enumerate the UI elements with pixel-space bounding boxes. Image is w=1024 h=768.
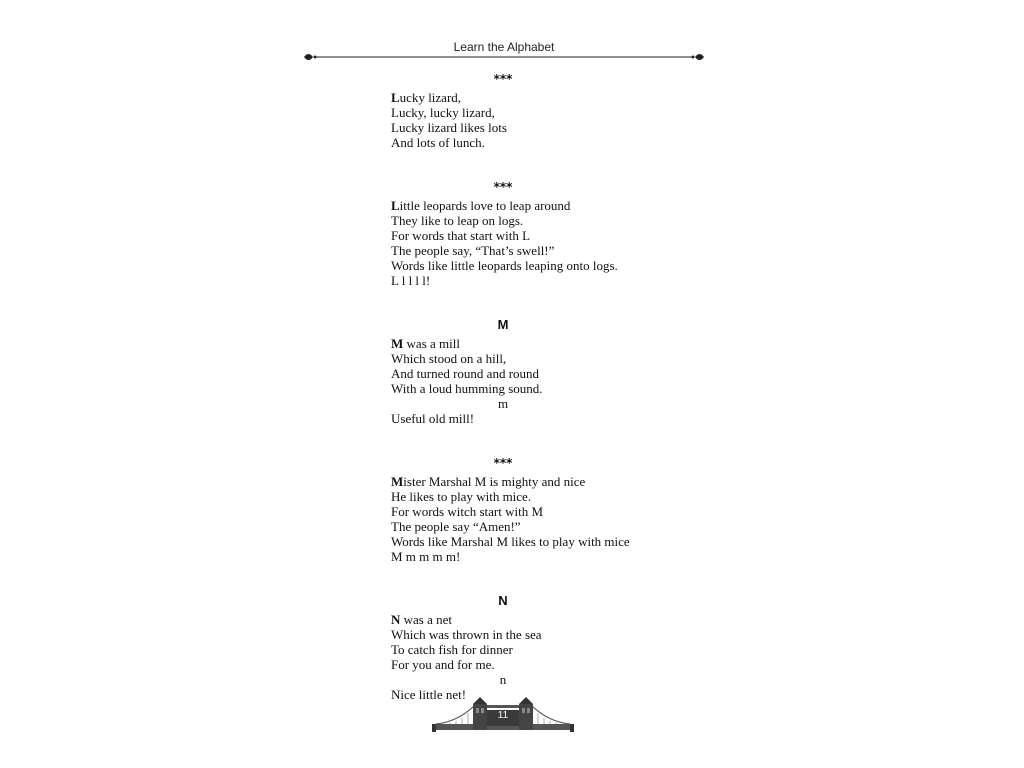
poem-section (391, 316, 711, 426)
section-gap (391, 150, 711, 178)
page-header (304, 40, 704, 64)
line-rest: ister Marshal M is mighty and nice (403, 474, 586, 489)
flourish-left-icon (304, 54, 317, 60)
page-footer (432, 696, 574, 734)
ornamental-rule (304, 51, 704, 61)
poem-line: They like to leap on logs. (391, 213, 524, 228)
poem-lines (391, 336, 711, 426)
poem-line (391, 474, 711, 489)
section-gap (391, 426, 711, 454)
poem-line: For you and for me. (391, 657, 495, 672)
drop-initial: L (391, 90, 400, 105)
poem-lines (391, 474, 711, 564)
poem-line: For words witch start with M (391, 504, 544, 519)
poem-line: And lots of lunch. (391, 135, 485, 150)
poem-lines (391, 90, 711, 150)
poem-line: Which was thrown in the sea (391, 627, 542, 642)
line-rest: ucky lizard, (399, 90, 462, 105)
poem-line: With a loud humming sound. (391, 381, 543, 396)
poem-section (391, 70, 711, 150)
poem-lines (391, 198, 711, 288)
poem-section (391, 454, 711, 564)
poem-list (391, 70, 711, 702)
poem-line: Useful old mill! (391, 411, 475, 426)
section-separator-stars: *** (493, 72, 513, 86)
poem-line: Words like little leopards leaping onto logs. (391, 258, 618, 273)
line-rest: was a net (400, 612, 453, 627)
poem-line: And turned round and round (391, 366, 540, 381)
poem-line: Words like Marshal M likes to play with mice (391, 534, 630, 549)
poem-lines (391, 612, 711, 702)
page-number: 11 (497, 710, 509, 721)
drop-initial: M (391, 336, 404, 351)
poem-line (391, 612, 711, 627)
section-gap (391, 564, 711, 592)
line-rest: was a mill (403, 336, 460, 351)
line-rest: ittle leopards love to leap around (399, 198, 571, 213)
poem-line: The people say “Amen!” (391, 519, 521, 534)
section-separator-stars: *** (493, 456, 513, 470)
poem-line: Lucky, lucky lizard, (391, 105, 495, 120)
header-title: Learn the Alphabet (453, 40, 555, 54)
drop-initial: L (391, 198, 400, 213)
section-separator-stars: *** (493, 180, 513, 194)
poem-line (391, 336, 711, 351)
poem-section (391, 178, 711, 288)
poem-section (391, 592, 711, 702)
flourish-right-icon (692, 54, 705, 60)
section-letter-heading: N (498, 593, 508, 608)
poem-line: The people say, “That’s swell!” (391, 243, 555, 258)
drop-initial: N (391, 612, 401, 627)
poem-line: For words that start with L (391, 228, 531, 243)
poem-line: L l l l l! (391, 273, 431, 288)
poem-line: Lucky lizard likes lots (391, 120, 507, 135)
poem-line: To catch fish for dinner (391, 642, 513, 657)
poem-line (391, 90, 711, 105)
poem-line: Which stood on a hill, (391, 351, 507, 366)
section-gap (391, 288, 711, 316)
poem-line (391, 198, 711, 213)
poem-line: M m m m m! (391, 549, 461, 564)
section-letter-heading: M (497, 317, 509, 332)
drop-initial: M (391, 474, 404, 489)
poem-line: m (497, 396, 509, 411)
poem-line: He likes to play with mice. (391, 489, 532, 504)
poem-line: n (499, 672, 507, 687)
poem-line: Nice little net! (391, 687, 467, 702)
